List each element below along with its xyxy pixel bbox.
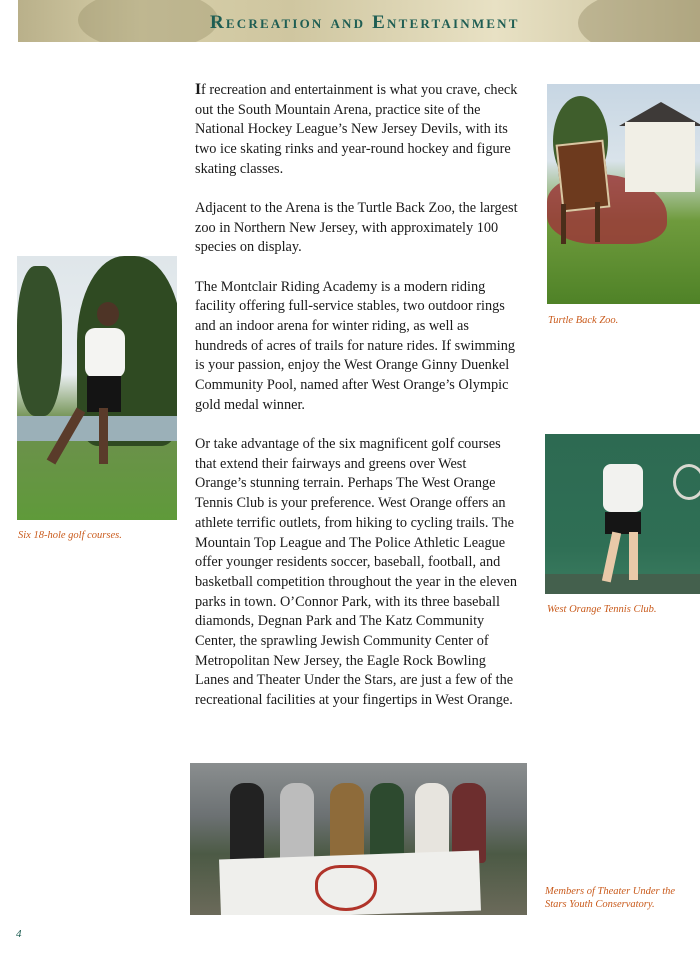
golfer-photo xyxy=(17,256,177,520)
golfer-shorts xyxy=(87,376,121,412)
turtle-back-zoo-photo xyxy=(547,84,700,304)
zoo-sign xyxy=(556,140,611,213)
paragraph: Adjacent to the Arena is the Turtle Back Zoo, the largest zoo in Northern New Jersey, with approximately 100 species on display. xyxy=(195,200,518,256)
body-text-column xyxy=(195,80,520,730)
person xyxy=(280,783,314,863)
page-number: 4 xyxy=(16,928,22,940)
golfer-head xyxy=(97,302,119,326)
court-floor xyxy=(545,574,700,594)
golfer-shirt xyxy=(85,328,125,378)
person xyxy=(230,783,264,863)
theater-caption: Members of Theater Under the Stars Youth Conservatory. xyxy=(545,886,676,910)
banner-texture xyxy=(578,0,700,42)
banner-texture xyxy=(78,0,218,42)
golf-caption: Six 18-hole golf courses. xyxy=(18,530,122,541)
player-shirt xyxy=(603,464,643,512)
player-leg xyxy=(629,532,638,580)
golfer-leg xyxy=(99,408,108,464)
paragraph: Or take advantage of the six magnificent golf courses that extend their fairways and greens over West Orange’s stunning terrain. Perhaps The West Orange Tennis Club is your preference. West Orange offers an athlete terrific outlets, from hiking to cycling trails. The Mountain Top League and The Police Athletic League offer younger residents soccer, baseball, football, and basketball competition throughout the year in the eleven parks in town. O’Connor Park, with its three baseball diamonds, Degnan Park and The Katz Community Center, the sprawling Jewish Community Center of Metropolitan New Jersey, the Eagle Rock Bowling Lanes and Theater Under the Stars, are just a few of the recreational facilities at your fingertips in West Orange. xyxy=(195,436,517,709)
paragraph: The Montclair Riding Academy is a modern riding facility offering full-service stables, two outdoor rings and an indoor arena for winter riding, as well as hundreds of acres of trails for nature rides. If swimming is your passion, enjoy the West Orange Ginny Duenkel Community Pool, named after West Orange’s Olympic gold medal winner. xyxy=(195,278,515,413)
tennis-player-photo xyxy=(545,434,700,594)
drop-cap: I xyxy=(195,81,202,98)
house xyxy=(625,122,695,192)
page-title: Recreation and Entertainment xyxy=(210,12,520,33)
player-shorts xyxy=(605,512,641,534)
tennis-racket xyxy=(673,464,700,500)
header-banner xyxy=(18,0,700,42)
pond xyxy=(17,416,177,441)
tree xyxy=(17,266,62,416)
zoo-caption: Turtle Back Zoo. xyxy=(548,315,619,326)
person xyxy=(370,783,404,863)
sign-post xyxy=(561,204,566,244)
theater-masks-logo xyxy=(315,865,377,911)
person xyxy=(330,783,364,863)
tennis-caption: West Orange Tennis Club. xyxy=(547,604,657,615)
sign-post xyxy=(595,202,600,242)
theater-group-photo xyxy=(190,763,527,915)
paragraph xyxy=(195,80,520,180)
paragraph-text: f recreation and entertainment is what you crave, check out the South Mountain Arena, practice site of the National Hockey League’s New Jersey Devils, with its two ice skating rinks and year-round hockey and figure skating classes. xyxy=(195,82,518,177)
